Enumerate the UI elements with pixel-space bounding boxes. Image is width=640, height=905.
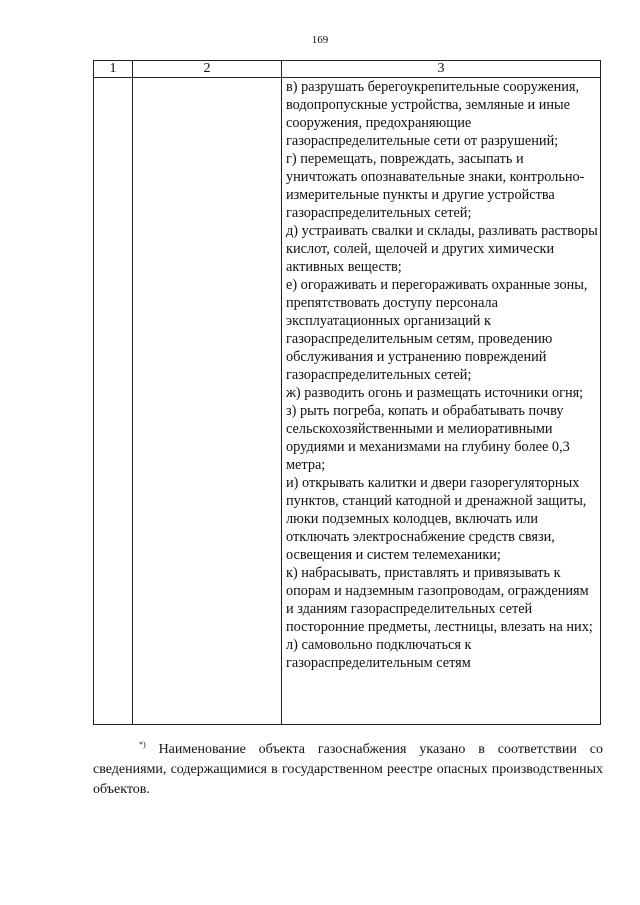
list-item: ж) разводить огонь и размещать источники огня; [286,385,584,401]
list-item: з) рыть погреба, копать и обрабатывать почву сельскохозяйственными и мелиоративными орудиями и механизмами на глубину более 0,3 метра; [286,403,570,473]
list-item: и) открывать калитки и двери газорегуляторных пунктов, станций катодной и дренажной защиты, люки подземных колодцев, включать или отключать электроснабжение средств связи, освещения и систем телемеханики; [286,475,587,563]
page-number: 169 [311,34,329,46]
list-item: к) набрасывать, приставлять и привязывать к опорам и надземным газопроводам, ограждениям и зданиям газораспределительных сетей посторонние предметы, лестницы, влезать на них; [286,565,593,635]
list-item: е) огораживать и перегораживать охранные зоны, препятствовать доступу персонала эксплуатационных организаций к газораспределительным сетям, проведению обслуживания и устранению повреждений газораспределительных сетей; [286,277,588,383]
table-cell-col3 [282,78,601,725]
footnote-marker: *) [139,740,146,749]
list-item: в) разрушать берегоукрепительные сооружения, водопропускные устройства, земляные и иные сооружения, предохраняющие газораспределительные сети от разрушений; [286,79,580,149]
document-table [93,60,601,725]
column-header-2: 2 [133,61,282,78]
column-header-3: 3 [282,61,601,78]
footnote [93,740,603,800]
footnote-text: Наименование объекта газоснабжения указано в соответствии со сведениями, содержащимися в государственном реестре опасных производственных объектов. [93,742,603,797]
table-header-row [94,61,601,78]
list-item: л) самовольно подключаться к газораспределительным сетям [286,637,472,671]
table-cell-col1 [94,78,133,725]
table-cell-col2 [133,78,282,725]
table-row [94,78,601,725]
list-item: г) перемещать, повреждать, засыпать и уничтожать опознавательные знаки, контрольно-измерительные пункты и другие устройства газораспределительных сетей; [286,151,585,221]
list-item: д) устраивать свалки и склады, разливать растворы кислот, солей, щелочей и других химически активных веществ; [286,223,598,275]
column-header-1: 1 [94,61,133,78]
